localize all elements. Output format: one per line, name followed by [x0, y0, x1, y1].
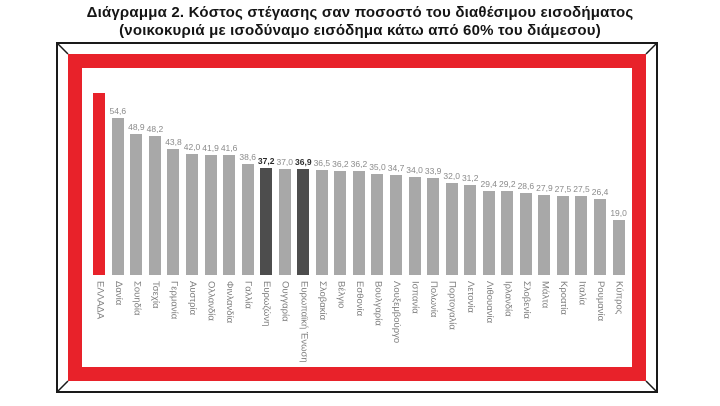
category-label-cell — [294, 281, 313, 367]
bar-value-label: 34,7 — [387, 163, 405, 174]
category-label: ΕΛΛΑΔΑ — [94, 281, 106, 320]
category-label-cell — [109, 281, 128, 367]
category-label: Γαλλία — [242, 281, 254, 309]
bar-value-label: 29,4 — [480, 178, 498, 189]
category-label: Τσεχία — [149, 281, 161, 309]
bar-column — [368, 68, 387, 275]
bar-value-label: 38,6 — [239, 152, 256, 162]
category-label-cell — [220, 281, 239, 367]
bar-value-label: 37,2 — [257, 156, 275, 166]
category-label: Αυστρία — [187, 281, 198, 316]
bar-column — [591, 68, 610, 275]
bar-normal — [390, 175, 402, 275]
bar-column — [405, 68, 424, 275]
bar-normal — [186, 154, 198, 275]
bar-value-label: 29,2 — [499, 179, 516, 189]
category-label: Ολλανδία — [205, 281, 217, 321]
category-label: Ευρωπαϊκή Ένωση — [298, 281, 310, 363]
bar-column — [479, 68, 498, 275]
bar-value-label: 28,6 — [517, 180, 535, 191]
bar-column — [331, 68, 350, 275]
bar-normal — [483, 191, 495, 276]
category-label: Βουλγαρία — [372, 281, 384, 326]
bar-column — [387, 68, 406, 275]
bar-normal — [501, 191, 513, 275]
category-label-cell — [164, 281, 183, 367]
category-label: Ιταλία — [576, 281, 588, 306]
category-label: Σλοβακία — [316, 281, 328, 321]
category-label-cell — [313, 281, 332, 367]
bar-value-label: 37,0 — [276, 156, 294, 167]
bar-value-label: 41,6 — [220, 143, 238, 154]
category-label-cell — [275, 281, 294, 367]
category-label-cell — [183, 281, 202, 367]
category-label-cell — [238, 281, 257, 367]
bar-normal — [557, 196, 569, 275]
bar-normal — [594, 199, 606, 275]
category-label-cell — [257, 281, 276, 367]
bar-normal — [112, 118, 124, 275]
bar-column — [313, 68, 332, 275]
bar-normal — [205, 155, 217, 276]
category-label: Σλοβενία — [520, 281, 532, 319]
bar-column — [461, 68, 480, 275]
bar-normal — [538, 195, 550, 275]
bar-column — [442, 68, 461, 275]
bar-value-label: 36,2 — [332, 158, 349, 169]
bar-column — [127, 68, 146, 275]
bar-column — [90, 68, 109, 275]
bar-column — [517, 68, 536, 275]
chart-title-line2: (νοικοκυριά με ισοδύναμο εισόδημα κάτω από 60% του διάμεσου) — [119, 22, 601, 39]
bar-normal — [149, 136, 161, 275]
bar-normal — [446, 183, 458, 275]
bar-value-label: 36,2 — [350, 158, 368, 169]
bar-column — [146, 68, 165, 275]
bar-column — [609, 68, 628, 275]
bar-value-label: 27,5 — [573, 183, 590, 194]
bar-value-label: 27,5 — [554, 183, 572, 194]
bar-column — [572, 68, 591, 275]
bar-value-label: 42,0 — [183, 142, 201, 153]
category-labels-row — [90, 281, 628, 367]
category-label-cell — [591, 281, 610, 367]
category-label: Σουηδία — [131, 281, 143, 316]
category-label-cell — [368, 281, 387, 367]
bar-normal — [334, 171, 346, 275]
bar-column — [424, 68, 443, 275]
bar-normal — [279, 169, 291, 275]
bar-aggregate — [297, 169, 309, 275]
bar-column — [201, 68, 220, 275]
category-label-cell — [405, 281, 424, 367]
category-label: Φινλανδία — [224, 281, 236, 324]
bar-value-label: 35,0 — [369, 162, 386, 173]
bar-value-label: 32,0 — [443, 171, 460, 181]
category-label: Βέλγιο — [335, 281, 347, 309]
category-label: Λετονία — [465, 281, 477, 313]
category-label: Εσθονία — [353, 281, 365, 317]
bar-value-label: 27,9 — [536, 182, 553, 193]
bar-normal — [409, 177, 421, 275]
bar-column — [164, 68, 183, 275]
category-label-cell — [442, 281, 461, 367]
bar-normal — [464, 185, 476, 275]
category-label: Δανία — [112, 281, 124, 306]
bar-normal — [130, 134, 142, 275]
bar-column — [275, 68, 294, 275]
category-label: Ρουμανία — [595, 281, 607, 322]
bar-value-label: 19,0 — [610, 208, 627, 219]
chart-title-line1: Διάγραμμα 2. Κόστος στέγασης σαν ποσοστό του διαθέσιμου εισοδήματος — [86, 4, 634, 21]
category-label-cell — [609, 281, 628, 367]
bar-normal — [613, 220, 625, 275]
bar-value-label: 48,9 — [128, 122, 145, 133]
category-label: Πολωνία — [428, 281, 440, 318]
chart-title — [0, 4, 720, 40]
bar-column — [183, 68, 202, 275]
category-label-cell — [201, 281, 220, 367]
bar-normal — [575, 196, 587, 275]
category-label: Ιρλανδία — [502, 281, 514, 317]
bar-value-label: 48,2 — [146, 124, 164, 135]
category-label: Λουξεμβούργο — [391, 281, 403, 344]
bar-column — [109, 68, 128, 275]
bar-value-label: 26,4 — [591, 187, 609, 198]
category-label-cell — [572, 281, 591, 367]
bar-column — [238, 68, 257, 275]
bar-value-label: 54,6 — [109, 106, 127, 116]
category-label: Μάλτα — [539, 281, 551, 309]
bar-column — [220, 68, 239, 275]
category-label: Ουγγαρία — [279, 281, 291, 322]
bar-value-label: 34,0 — [406, 165, 423, 176]
bar-value-label: 33,9 — [424, 165, 442, 176]
bar-normal — [167, 149, 179, 275]
category-label: Κροατία — [557, 281, 569, 315]
bar-normal — [223, 155, 235, 275]
category-label-cell — [146, 281, 165, 367]
category-label-cell — [127, 281, 146, 367]
category-label: Ισπανία — [409, 281, 421, 314]
category-label-cell — [479, 281, 498, 367]
bar-column — [498, 68, 517, 275]
category-label: Ευρωζώνη — [261, 281, 273, 327]
bar-column — [535, 68, 554, 275]
bar-value-label: 31,2 — [461, 173, 479, 184]
bar-normal — [316, 170, 328, 275]
category-label: Πορτογαλία — [446, 281, 458, 330]
bars-row — [90, 68, 628, 275]
bar-column — [350, 68, 369, 275]
category-label-cell — [350, 281, 369, 367]
bar-column — [554, 68, 573, 275]
category-label: Γερμανία — [168, 281, 180, 320]
category-label: Κύπρος — [613, 281, 625, 315]
bar-aggregate — [260, 168, 272, 275]
bar-value-label: 36,9 — [295, 156, 312, 167]
bar-chart — [90, 68, 628, 367]
bar-normal — [242, 164, 254, 275]
bar-column — [294, 68, 313, 275]
category-label: Λιθουανία — [483, 281, 495, 324]
bar-value-label: 43,8 — [165, 137, 182, 148]
bar-normal — [427, 178, 439, 276]
category-label-cell — [535, 281, 554, 367]
bar-value-label: 41,9 — [202, 142, 219, 153]
category-label-cell — [90, 281, 109, 367]
bar-normal — [371, 174, 383, 275]
category-label-cell — [331, 281, 350, 367]
bar-highlight — [93, 93, 105, 275]
bar-value-label: 36,5 — [313, 158, 331, 169]
outer-black-frame — [56, 42, 658, 393]
category-label-cell — [387, 281, 406, 367]
red-highlight-border — [68, 54, 646, 381]
bar-normal — [520, 193, 532, 275]
category-label-cell — [461, 281, 480, 367]
category-label-cell — [498, 281, 517, 367]
bar-column — [257, 68, 276, 275]
bar-normal — [353, 171, 365, 275]
category-label-cell — [554, 281, 573, 367]
category-label-cell — [424, 281, 443, 367]
category-label-cell — [517, 281, 536, 367]
